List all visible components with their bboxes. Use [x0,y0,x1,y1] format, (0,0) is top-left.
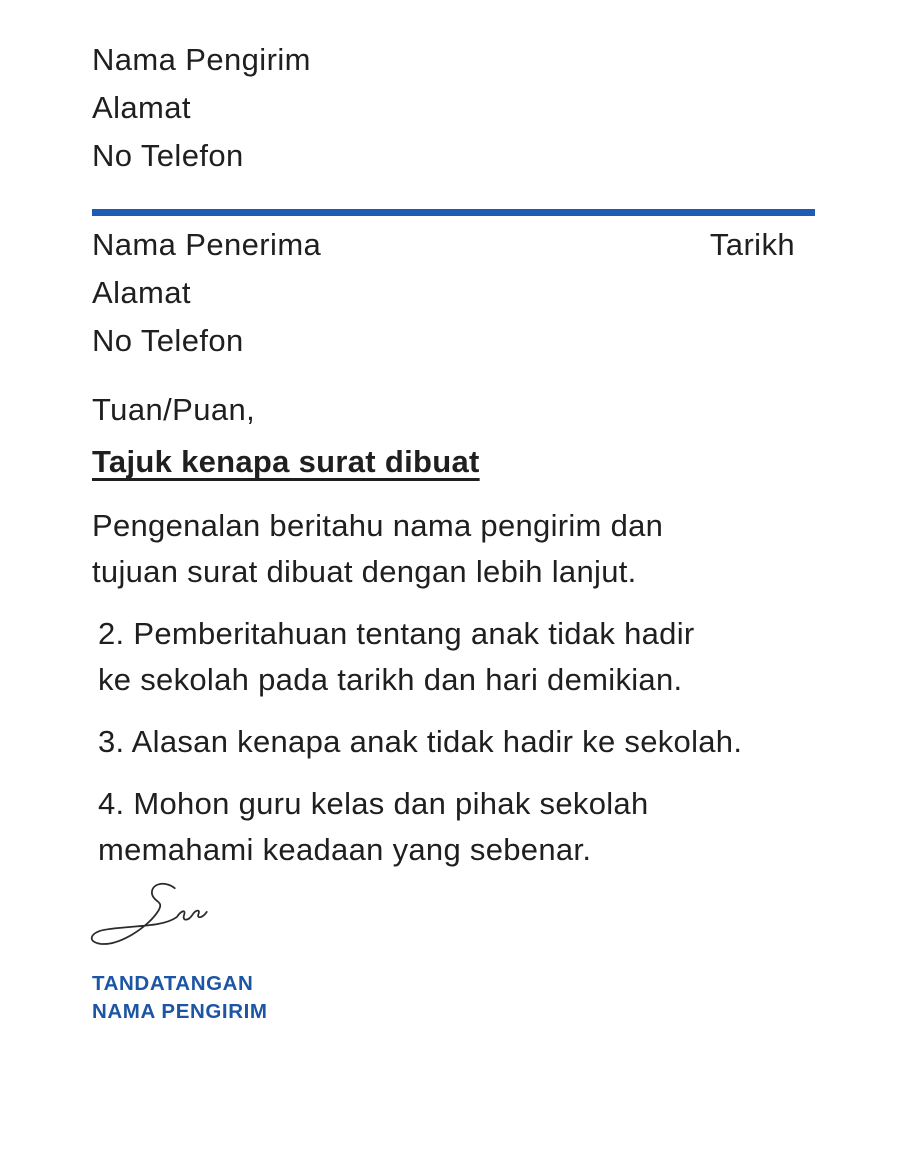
sender-address: Alamat [92,90,191,125]
recipient-row [92,221,815,269]
paragraph-3 [92,719,815,765]
sender-block [92,36,815,180]
paragraph-line: 2. Pemberitahuan tentang anak tidak hadir [98,616,695,651]
paragraph-2 [92,611,815,703]
signature-scribble-icon [88,882,210,948]
subject-line: Tajuk kenapa surat dibuat [92,444,480,479]
accent-divider-line [92,209,815,216]
signature-name-label: NAMA PENGIRIM [92,1000,268,1023]
paragraph-line: 3. Alasan kenapa anak tidak hadir ke sekolah. [98,724,743,759]
paragraph-line: Pengenalan beritahu nama pengirim dan [92,508,664,543]
signature-label: TANDATANGAN [92,972,254,995]
paragraph-4 [92,781,815,873]
paragraph-line: ke sekolah pada tarikh dan hari demikian. [98,662,683,697]
paragraph-intro [92,503,815,595]
paragraph-line: memahami keadaan yang sebenar. [98,832,592,867]
recipient-block [92,221,815,365]
recipient-address: Alamat [92,275,191,310]
salutation: Tuan/Puan, [92,392,256,427]
sender-phone: No Telefon [92,138,244,173]
sender-name: Nama Pengirim [92,42,311,77]
recipient-phone: No Telefon [92,323,244,358]
recipient-name: Nama Penerima [92,227,322,262]
paragraph-line: 4. Mohon guru kelas dan pihak sekolah [98,786,649,821]
paragraph-line: tujuan surat dibuat dengan lebih lanjut. [92,554,637,589]
date-label: Tarikh [709,227,795,262]
subject-line-wrap [92,434,815,486]
signature-labels [92,970,815,1026]
